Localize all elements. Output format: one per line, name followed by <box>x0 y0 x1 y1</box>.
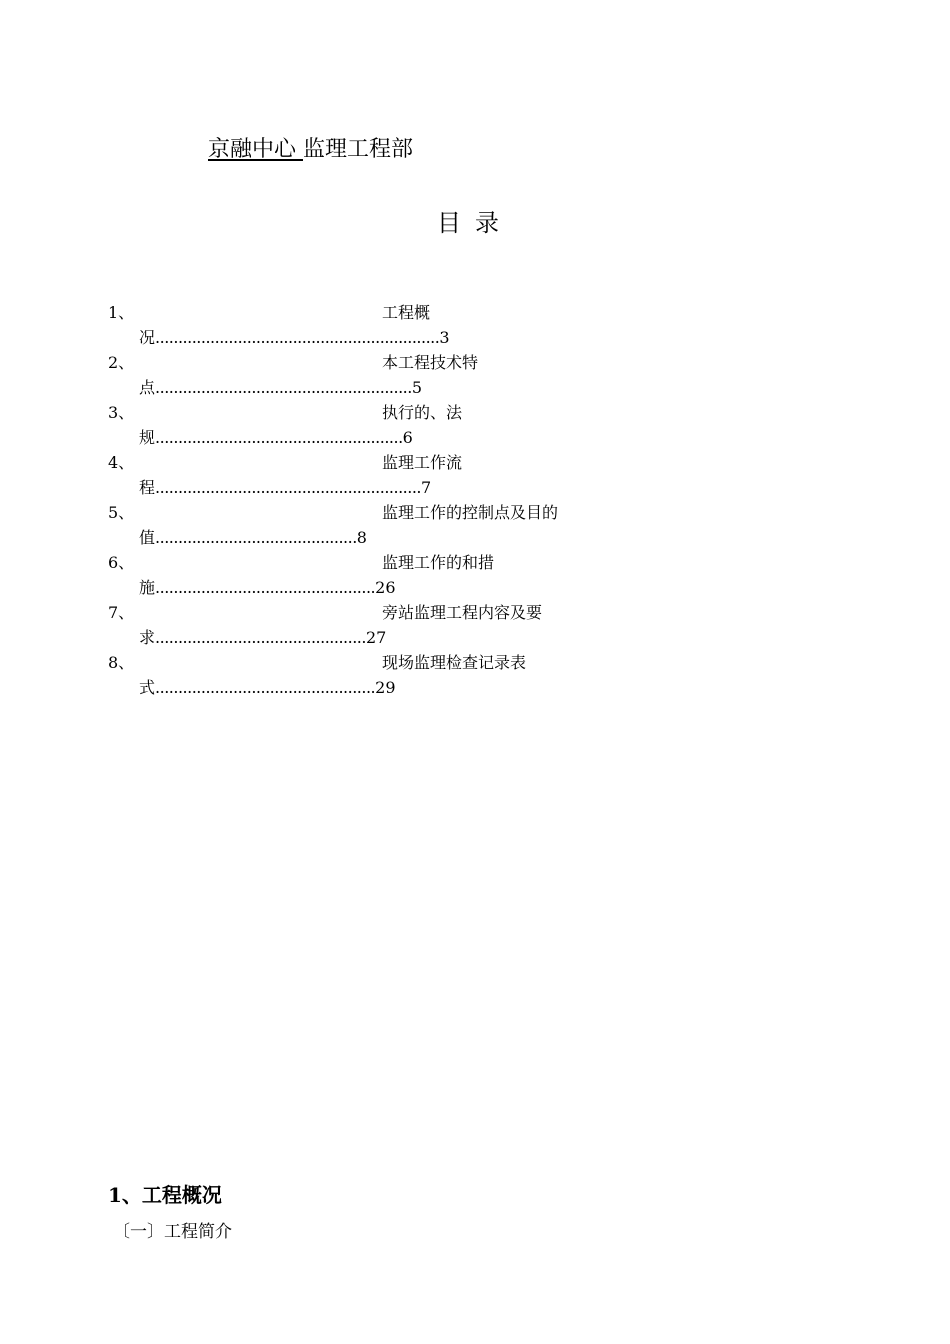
toc-leader-dots: ...................................................... <box>155 428 403 447</box>
toc-leader-dots: ........................................................ <box>155 378 412 397</box>
toc-entry-number: 3、 <box>108 403 135 422</box>
toc-leader-dots: ................................................ <box>155 678 376 697</box>
toc-entry-title: 执行的、法 <box>382 403 463 422</box>
toc-leader-dots: .............................................. <box>155 628 366 647</box>
toc-entry[interactable] <box>0 651 950 701</box>
toc-entry-continuation <box>139 476 431 500</box>
toc-entry-page: 5 <box>411 378 423 397</box>
toc-entry-title: 本工程技术特 <box>382 353 479 372</box>
toc-entry-page: 3 <box>439 328 450 347</box>
toc-entry-number: 6、 <box>108 553 135 572</box>
toc-entry-last-char: 施 <box>139 578 156 597</box>
toc-entry-number: 4、 <box>108 453 135 472</box>
toc-entry[interactable] <box>0 351 950 401</box>
section-heading: 1、工程概况 <box>108 1183 222 1207</box>
toc-entry-page: 26 <box>375 578 396 597</box>
toc-entry-title: 监理工作流 <box>382 453 463 472</box>
toc-leader-dots: ............................................ <box>155 528 357 547</box>
toc-leader-dots: ................................................ <box>155 578 376 597</box>
toc-entry-continuation <box>139 576 396 600</box>
toc-entry[interactable] <box>0 301 950 351</box>
toc-entry-last-char: 式 <box>139 678 156 697</box>
toc-entry-continuation <box>139 376 422 400</box>
toc-entry-page: 8 <box>356 528 367 547</box>
toc-entry[interactable] <box>0 501 950 551</box>
toc-entry-title: 工程概 <box>382 303 431 322</box>
toc-entry-last-char: 值 <box>139 528 156 547</box>
toc-entry[interactable] <box>0 601 950 651</box>
toc-entry-continuation <box>139 676 396 700</box>
toc-entry-page: 27 <box>365 628 387 647</box>
toc-entry-title: 监理工作的和措 <box>382 553 495 572</box>
section-subheading: 〔一〕工程简介 <box>113 1222 232 1242</box>
toc-title: 目录 <box>437 209 513 237</box>
toc-leader-dots: .......................................................... <box>155 478 421 497</box>
toc-entry-number: 1、 <box>108 303 135 322</box>
document-header <box>208 136 413 164</box>
toc-entry-number: 5、 <box>108 503 135 522</box>
toc-entry[interactable] <box>0 451 950 501</box>
toc-entry-title: 监理工作的控制点及目的 <box>382 503 559 522</box>
toc-entry-page: 7 <box>421 478 432 497</box>
toc-entry-continuation <box>139 626 386 650</box>
toc-entry-last-char: 程 <box>139 478 156 497</box>
toc-entry-last-char: 点 <box>139 378 156 397</box>
toc-entry-title: 旁站监理工程内容及要 <box>382 603 543 622</box>
toc-entry-number: 8、 <box>108 653 135 672</box>
department-name: 监理工程部 <box>303 137 414 162</box>
org-name: 京融中心 <box>208 137 303 162</box>
toc-entry-last-char: 规 <box>139 428 156 447</box>
toc-entry-last-char: 况 <box>139 328 156 347</box>
toc-entry-number: 2、 <box>108 353 135 372</box>
toc-entry[interactable] <box>0 401 950 451</box>
toc-entry-continuation <box>139 526 367 550</box>
toc-entry-continuation <box>139 326 450 350</box>
toc-leader-dots: .............................................................. <box>155 328 440 347</box>
toc-entry-number: 7、 <box>108 603 135 622</box>
toc-entry-last-char: 求 <box>139 628 156 647</box>
toc-entry-page: 6 <box>402 428 413 447</box>
toc-entry[interactable] <box>0 551 950 601</box>
toc-entry-continuation <box>139 426 413 450</box>
toc-entry-title: 现场监理检查记录表 <box>382 653 527 672</box>
toc-entry-page: 29 <box>375 678 396 697</box>
